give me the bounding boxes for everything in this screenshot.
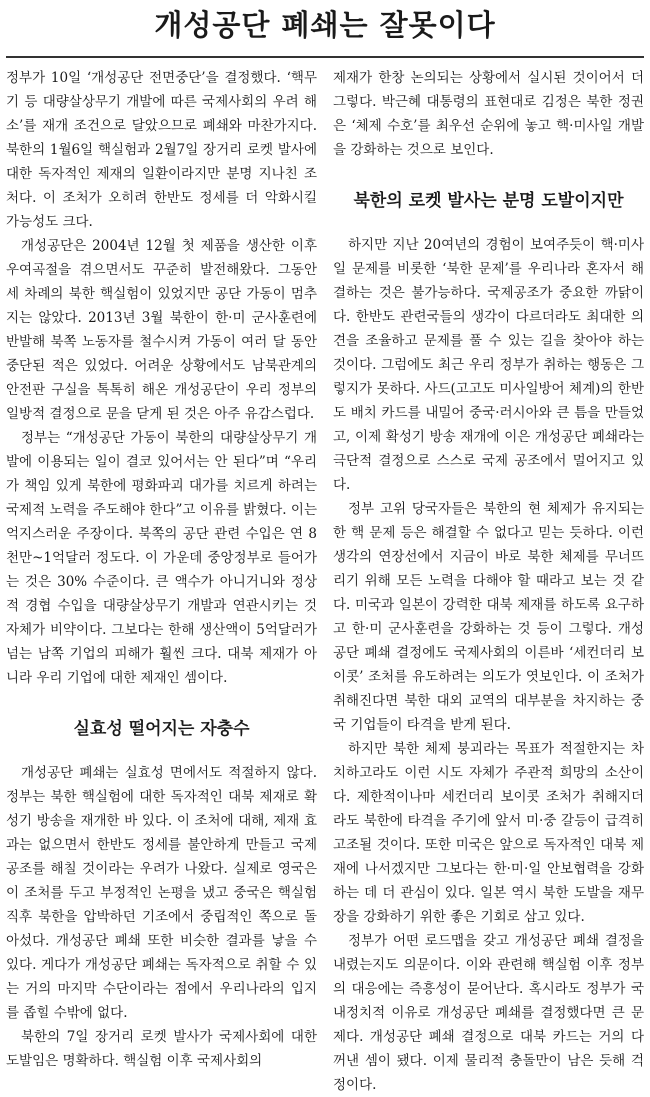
paragraph: 정부는 “개성공단 가동이 북한의 대량살상무기 개발에 이용되는 일이 결코 있어서는 안 된다”며 “우리가 책임 있게 북한에 평화파괴 대가를 치르게 하려는 국제적 노력을 주도해야 한다”고 이유를 밝혔다. 이는 억지스러운 주장이다. 북쪽의 공단 관련 수입은 연 8천만~1억달러 정도다. 이 가운데 중앙정부로 들어가는 것은 30% 수준이다. 큰 액수가 아니거니와 정상적 경협 수입을 대량살상무기 개발과 연관시키는 것 자체가 비약이다. 그보다는 한해 생산액이 5억달러가 넘는 남쪽 기업의 피해가 훨씬 크다. 대북 제재가 아니라 우리 기업에 대한 제재인 셈이다. xyxy=(6,430,317,686)
paragraph: 제재가 한창 논의되는 상황에서 실시된 것이어서 더 그렇다. 박근혜 대통령의 표현대로 김정은 북한 정권은 ‘체제 수호’를 최우선 순위에 놓고 핵·미사일 개발을 강화하는 것으로 보인다. xyxy=(333,70,644,158)
paragraph: 정부 고위 당국자들은 북한의 현 체제가 유지되는 한 핵 문제 등은 해결할 수 없다고 믿는 듯하다. 이런 생각의 연장선에서 지금이 바로 북한 체제를 무너뜨리기 위해 모든 노력을 다해야 할 때라고 보는 것 같다. 미국과 일본이 강력한 대북 제재를 하도록 요구하고 한·미 군사훈련을 강화하는 것 등이 그렇다. 개성공단 폐쇄 결정에도 국제사회의 이른바 ‘세컨더리 보이콧’ 조처를 유도하려는 의도가 엿보인다. 이 조처가 취해진다면 북한 대외 교역의 대부분을 차지하는 중국 기업들이 타격을 받게 된다. xyxy=(333,501,644,733)
title-divider xyxy=(6,56,644,58)
article-body xyxy=(6,66,644,1097)
editorial-title: 개성공단 폐쇄는 잘못이다 xyxy=(154,8,496,42)
paragraph: 개성공단 폐쇄는 실효성 면에서도 적절하지 않다. 정부는 북한 핵실험에 대한 독자적인 대북 제재로 확성기 방송을 재개한 바 있다. 이 조처에 대해, 제재 효과는 없으면서 한반도 정세를 불안하게 만들고 국제공조를 해칠 것이라는 우려가 나왔다. 실제로 영국은 이 조처를 두고 부정적인 논평을 냈고 중국은 핵실험 직후 북한을 압박하던 기조에서 중립적인 쪽으로 돌아섰다. 개성공단 폐쇄 또한 비슷한 결과를 낳을 수 있다. 게다가 개성공단 폐쇄는 독자적으로 취할 수 있는 거의 마지막 수단이라는 점에서 우리나라의 입지를 좁힐 수밖에 없다. xyxy=(6,765,317,1021)
paragraph: 정부가 10일 ‘개성공단 전면중단’을 결정했다. ‘핵무기 등 대량살상무기 개발에 따른 국제사회의 우려 해소’를 재개 조건으로 달았으므로 폐쇄와 마찬가지다. 북한의 1월6일 핵실험과 2월7일 장거리 로켓 발사에 대한 독자적인 제재의 일환이라지만 분명 지나친 조처다. 이 조처가 오히려 한반도 정세를 더 악화시킬 가능성도 크다. xyxy=(6,70,317,230)
paragraph: 개성공단은 2004년 12월 첫 제품을 생산한 이후 우여곡절을 겪으면서도 꾸준히 발전해왔다. 그동안 세 차례의 북한 핵실험이 있었지만 공단 가동이 멈추지는 않았다. 2013년 3월 북한이 한·미 군사훈련에 반발해 북쪽 노동자를 철수시켜 가동이 여러 달 동안 중단된 적은 있었다. 어려운 상황에서도 남북관계의 안전판 구실을 톡톡히 해온 개성공단이 우리 정부의 일방적 결정으로 문을 닫게 된 것은 아주 유감스럽다. xyxy=(6,238,317,422)
section-subhead: 북한의 로켓 발사는 분명 도발이지만 xyxy=(353,191,624,211)
paragraph: 북한의 7일 장거리 로켓 발사가 국제사회에 대한 도발임은 명확하다. 핵실험 이후 국제사회의 xyxy=(6,1029,317,1069)
section-subhead: 실효성 떨어지는 자충수 xyxy=(73,719,250,739)
paragraph: 정부가 어떤 로드맵을 갖고 개성공단 폐쇄 결정을 내렸는지도 의문이다. 이와 관련해 핵실험 이후 정부의 대응에는 즉흥성이 묻어난다. 혹시라도 정부가 국내정치적 이유로 개성공단 폐쇄를 결정했다면 큰 문제다. 개성공단 폐쇄 결정으로 대북 카드는 거의 다 꺼낸 셈이 됐다. 이제 물리적 충돌만이 남은 듯해 걱정이다. xyxy=(333,933,644,1093)
left-column xyxy=(6,66,317,1097)
paragraph: 하지만 북한 체제 붕괴라는 목표가 적절한지는 차치하고라도 이런 시도 자체가 주관적 희망의 소산이다. 제한적이나마 세컨더리 보이콧 조처가 취해지더라도 북한에 타격을 주기에 앞서 미·중 갈등이 급격히 고조될 것이다. 또한 미국은 앞으로 독자적인 대북 제재에 나서겠지만 그보다는 한·미·일 안보협력을 강화하는 데 더 관심이 있다. 일본 역시 북한 도발을 재무장을 강화하기 위한 좋은 기회로 삼고 있다. xyxy=(333,741,644,925)
paragraph: 하지만 지난 20여년의 경험이 보여주듯이 핵·미사일 문제를 비롯한 ‘북한 문제’를 우리나라 혼자서 해결하는 것은 불가능하다. 국제공조가 중요한 까닭이다. 한반도 관련국들의 생각이 다르더라도 최대한 의견을 조율하고 문제를 풀 수 있는 길을 찾아야 하는 것이다. 그럼에도 최근 우리 정부가 취하는 행동은 그렇지가 못하다. 사드(고고도 미사일방어 체계)의 한반도 배치 카드를 내밀어 중국·러시아와 큰 틈을 만들었고, 이제 확성기 방송 재개에 이은 개성공단 폐쇄라는 극단적 결정으로 스스로 국제 공조에서 멀어지고 있다. xyxy=(333,237,644,493)
right-column xyxy=(333,66,644,1097)
